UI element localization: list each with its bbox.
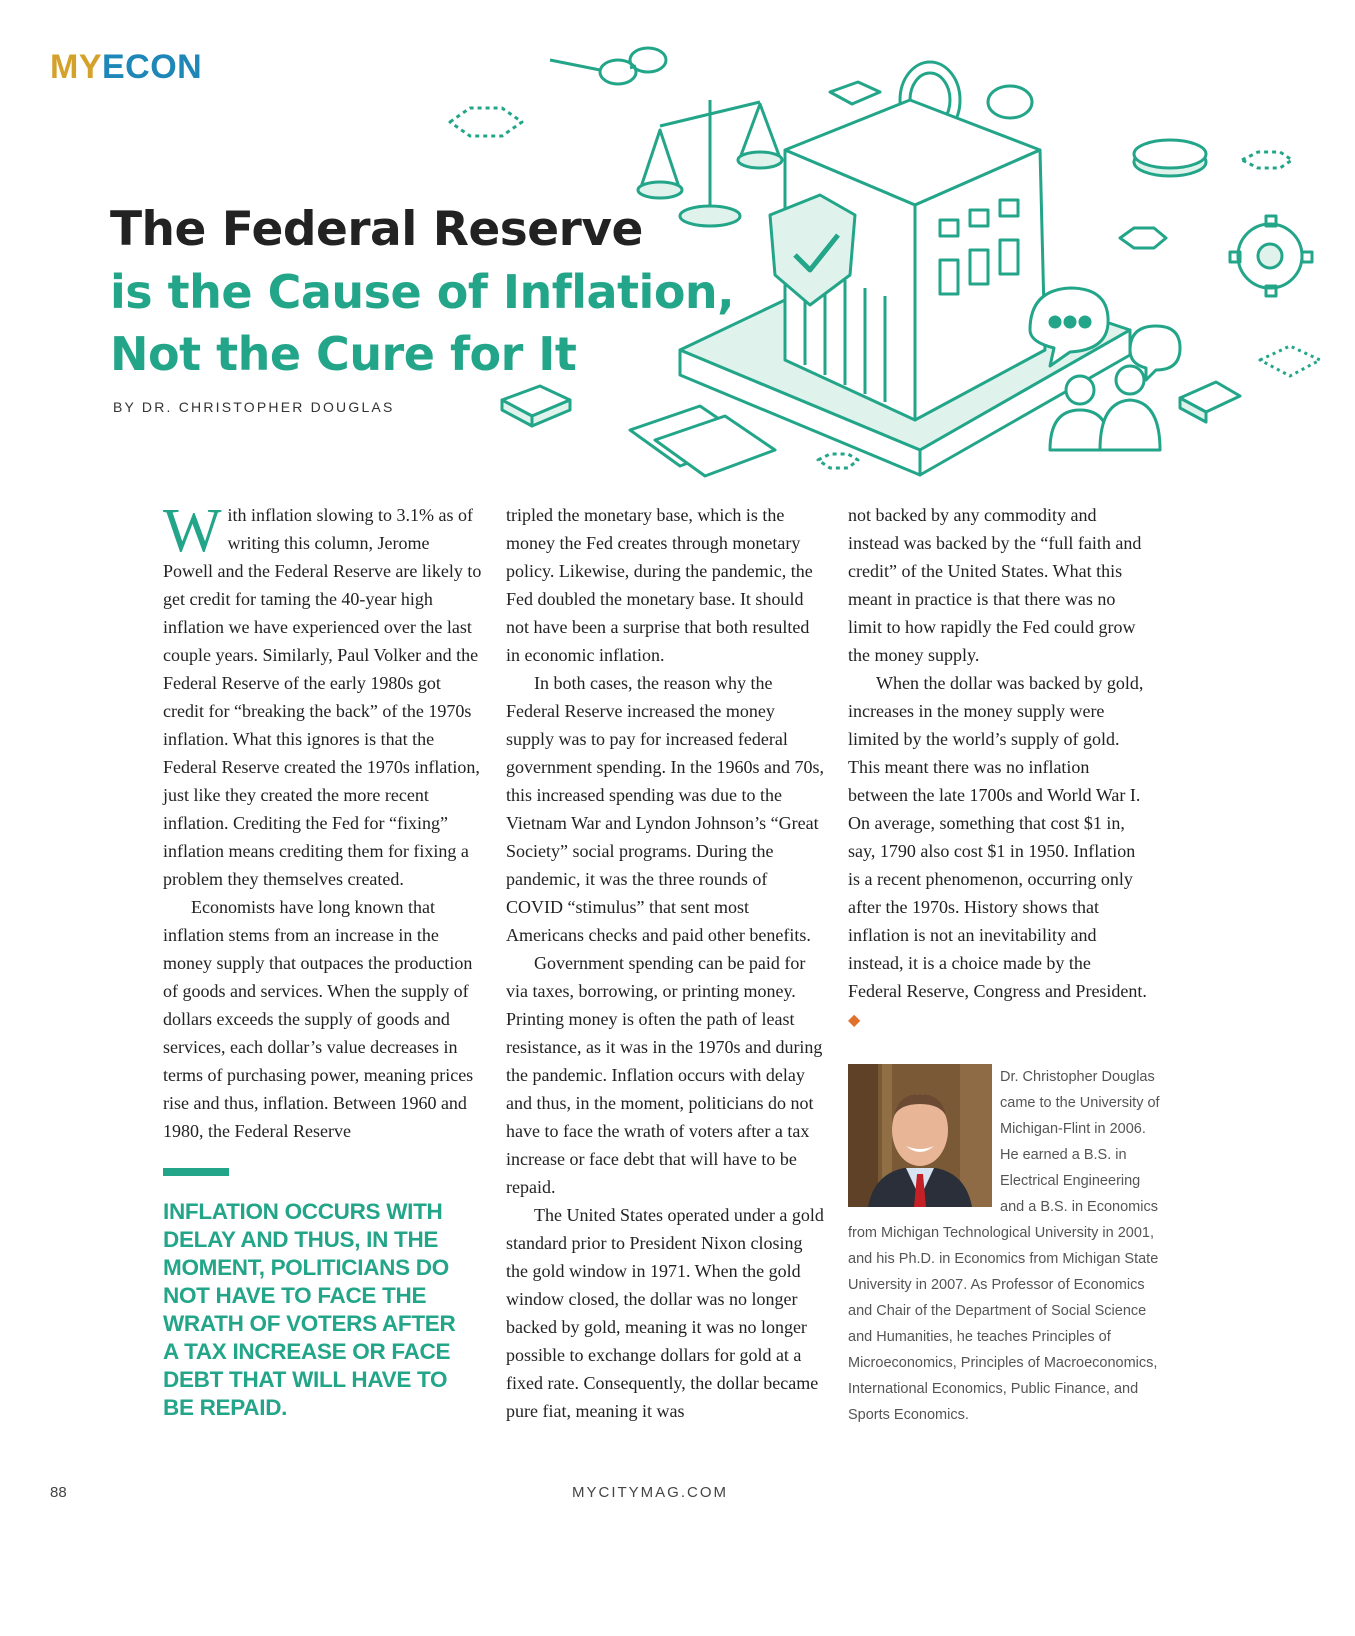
article-paragraph: not backed by any commodity and instead was backed by the “full faith and credit” of the United States. What this meant in practice is that there was no limit to how rapidly the Fed could grow the money supply. [848,505,1142,665]
headline-line-3: Not the Cure for It [110,327,577,382]
article-paragraph: Government spending can be paid for via taxes, borrowing, or printing money. Printing money is often the path of least resistance, as it was in the 1970s and during the pandemic. Inflation occurs with delay and thus, in the moment, politicians do not have to face the wrath of voters after a tax increase or face debt that will have to be repaid. [506,953,823,1197]
page-number: 88 [50,1484,67,1501]
pullquote-rule [163,1168,229,1176]
article-column-3 [848,501,1148,1035]
pullquote: INFLATION OCCURS WITH DELAY AND THUS, IN THE MOMENT, POLITICIANS DO NOT HAVE TO FACE THE WRATH OF VOTERS AFTER A TAX INCREASE OR FACE DEBT THAT WILL HAVE TO BE REPAID. [163,1199,456,1420]
gear-icon [1230,216,1312,296]
section-tag [50,48,202,87]
article-column-1 [163,497,483,1145]
article-paragraph: When the dollar was backed by gold, increases in the money supply were limited by the world’s supply of gold. This meant there was no inflation between the late 1700s and World War I. On average, something that cost $1 in, say, 1790 also cost $1 in 1950. Inflation is a recent phenomenon, occurring only after the 1970s. History shows that inflation is not an inevitability and instead, it is a choice made by the Federal Reserve, Congress and President. ◆ [848,673,1147,1029]
headline [110,199,750,385]
article-paragraph: The United States operated under a gold standard prior to President Nixon closing the gold window in 1971. When the gold window closed, the dollar was no longer backed by gold, meaning it was no longer possible to exchange dollars for gold at a fixed rate. Consequently, the dollar became pure fiat, meaning it was [506,1205,824,1421]
section-tag-econ: ECON [102,48,203,86]
article-paragraph: tripled the monetary base, which is the money the Fed creates through monetary policy. Likewise, during the pandemic, the Fed doubled the monetary base. It should not have been a surprise that both resulted in economic inflation. [506,505,813,665]
article-column-2 [506,501,826,1425]
footer-site: MYCITYMAG.COM [572,1484,728,1501]
photo-spacer [848,1064,1000,1216]
end-mark-icon: ◆ [848,1012,861,1029]
headline-line-1: The Federal Reserve [110,202,643,258]
documents-icon [630,406,775,476]
article-paragraph: Economists have long known that inflation stems from an increase in the money supply that outpaces the production of goods and services. When the supply of dollars exceeds the supply of goods and services, each dollar’s value decreases in terms of purchasing power, meaning prices rise and thus, inflation. Between 1960 and 1980, the Federal Reserve [163,897,474,1141]
headline-line-2: is the Cause of Inflation, [110,265,735,320]
author-bio: Dr. Christopher Douglas came to the University of Michigan-Flint in 2006. He earned a B.S. in Electrical Engineering and a B.S. in Economics from Michigan Technological University in 2001, and his Ph.D. in Economics from Michigan State University in 2007. As Professor of Economics and Chair of the Department of Social Science and Humanities, he teaches Principles of Microeconomics, Principles of Macroeconomics, International Economics, Public Finance, and Sports Economics. [848,1064,1166,1428]
glasses-icon [550,48,666,84]
drop-cap: W [163,497,222,565]
dotted-outline-icon [1260,346,1320,376]
article-paragraph: In both cases, the reason why the Federal Reserve increased the money supply was to pay for increased federal government spending. In the 1960s and 70s, this increased spending was due to the Vietnam War and Lyndon Johnson’s “Great Society” social programs. During the pandemic, it was the three rounds of COVID “stimulus” that sent most Americans checks and paid other benefits. [506,673,824,945]
article-paragraph: With inflation slowing to 3.1% as of writing this column, Jerome Powell and the Federal Reserve are likely to get credit for taming the 40-year high inflation we have experienced over the last couple years. Similarly, Paul Volker and the Federal Reserve of the early 1980s got credit for “breaking the back” of the 1970s inflation. What this ignores is that the Federal Reserve created the 1970s inflation, just like they created the more recent inflation. Crediting the Fed for “fixing” inflation means crediting them for fixing a problem they themselves created. [163,497,482,889]
section-tag-my: MY [50,48,102,86]
byline: BY DR. CHRISTOPHER DOUGLAS [113,399,395,415]
